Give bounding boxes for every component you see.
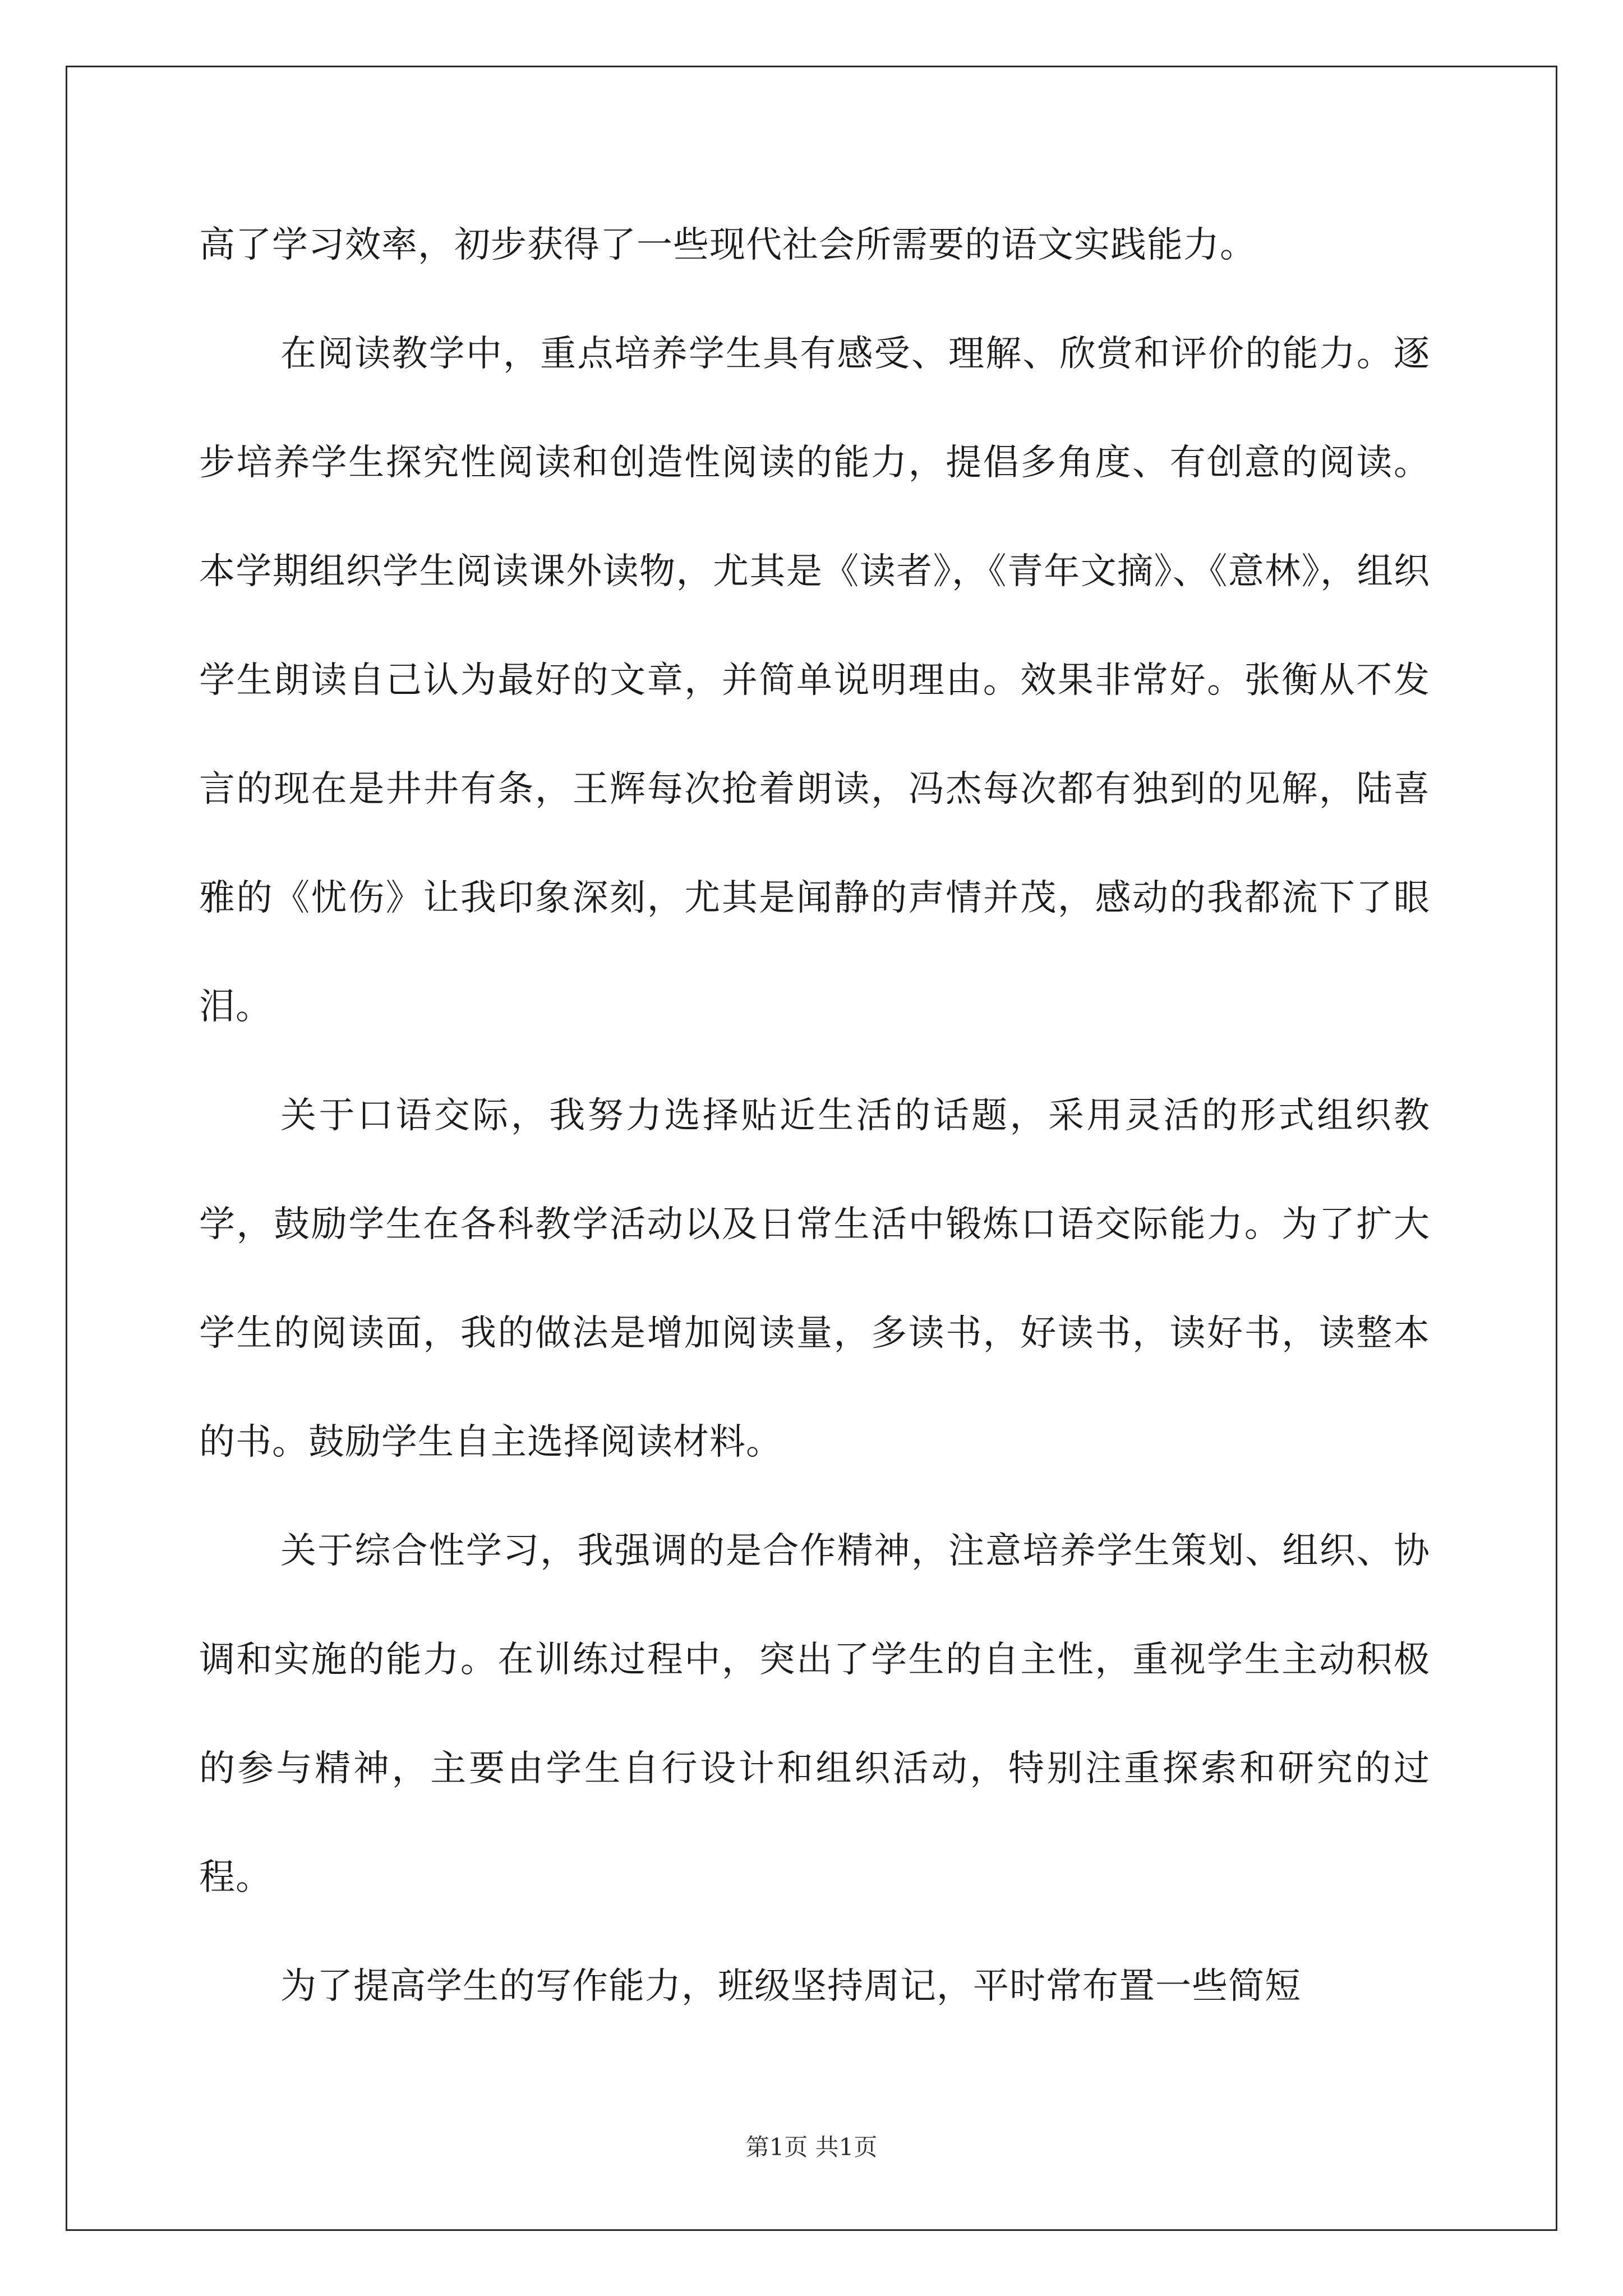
paragraph-3: 关于口语交际，我努力选择贴近生活的话题，采用灵活的形式组织教学，鼓励学生在各科教学活动以及日常生活中锻炼口语交际能力。为了扩大学生的阅读面，我的做法是增加阅读量，多读书，好读书，读好书，读整本的书。鼓励学生自主选择阅读材料。: [199, 1095, 1430, 1463]
paragraph-4: 关于综合性学习，我强调的是合作精神，注意培养学生策划、组织、协调和实施的能力。在训练过程中，突出了学生的自主性，重视学生主动积极的参与精神，主要由学生自行设计和组织活动，特别注重探索和研究的过程。: [199, 1530, 1430, 1898]
paragraph-2: 在阅读教学中，重点培养学生具有感受、理解、欣赏和评价的能力。逐步培养学生探究性阅读和创造性阅读的能力，提倡多角度、有创意的阅读。本学期组织学生阅读课外读物，尤其是《读者》，《青年文摘》、《意林》，组织学生朗读自己认为最好的文章，并简单说明理由。效果非常好。张衡从不发言的现在是井井有条，王辉每次抢着朗读，冯杰每次都有独到的见解，陆喜雅的《忧伤》让我印象深刻，尤其是闻静的声情并茂，感动的我都流下了眼泪。: [199, 333, 1430, 1028]
paragraph-5: 为了提高学生的写作能力，班级坚持周记，平时常布置一些简短: [280, 1966, 1301, 2007]
page-number-footer: 第1页 共1页: [745, 2133, 878, 2161]
paragraph-1: 高了学习效率，初步获得了一些现代社会所需要的语文实践能力。: [199, 224, 1256, 266]
document-body: [199, 191, 1430, 2041]
